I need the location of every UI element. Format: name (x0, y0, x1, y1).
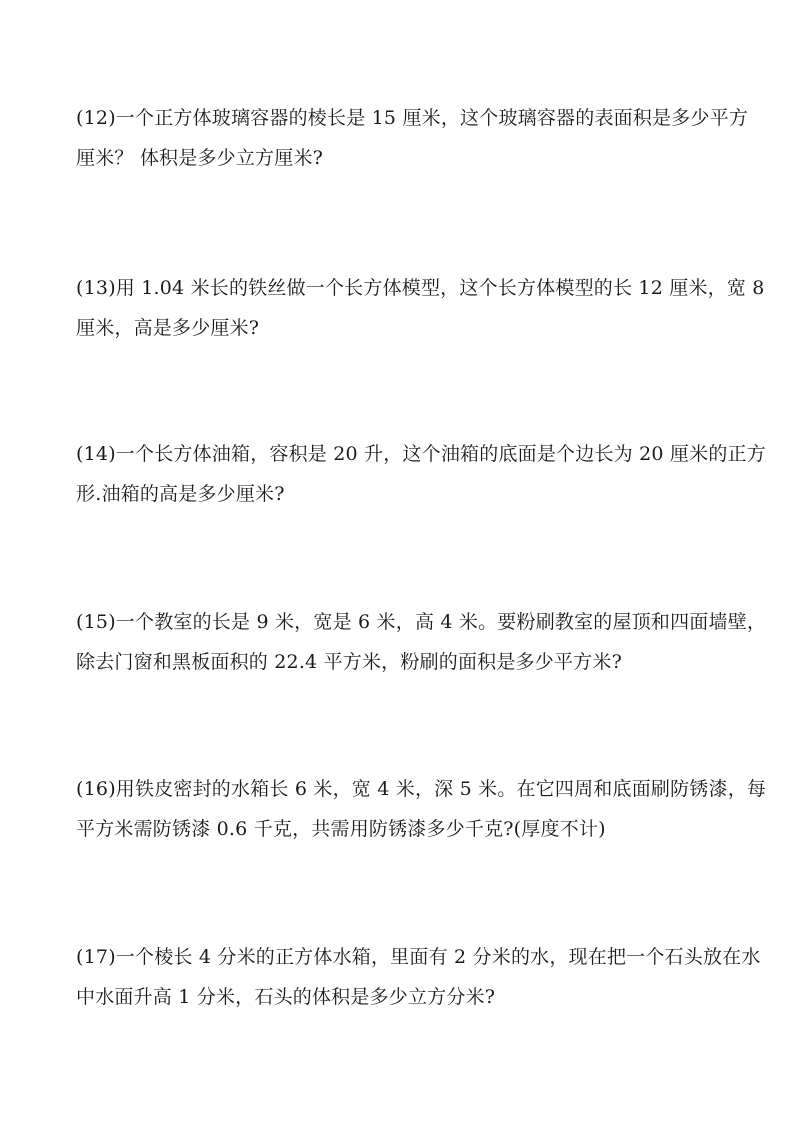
problem-16-line-2: 平方米需防锈漆 0.6 千克，共需用防锈漆多少千克?(厚度不计) (76, 818, 606, 840)
problem-12-line-2: 厘米？ 体积是多少立方厘米? (76, 147, 324, 169)
problem-12 (76, 98, 749, 178)
problem-13-line-1: (13)用 1.04 米长的铁丝做一个长方体模型，这个长方体模型的长 12 厘米，宽 8 (76, 277, 765, 299)
problem-14 (76, 434, 766, 514)
problem-14-line-2: 形.油箱的高是多少厘米? (76, 483, 285, 505)
problem-13-line-2: 厘米，高是多少厘米? (76, 317, 260, 339)
problem-16-line-1: (16)用铁皮密封的水箱长 6 米，宽 4 米，深 5 米。在它四周和底面刷防锈漆，每 (76, 778, 767, 800)
problem-17 (76, 937, 761, 1017)
problem-15-line-2: 除去门窗和黑板面积的 22.4 平方米，粉刷的面积是多少平方米? (76, 651, 622, 673)
problem-13 (76, 268, 765, 348)
problem-15 (76, 602, 767, 682)
problem-17-line-2: 中水面升高 1 分米，石头的体积是多少立方分米? (76, 986, 496, 1008)
problem-15-line-1: (15)一个教室的长是 9 米，宽是 6 米，高 4 米。要粉刷教室的屋顶和四面墙壁， (76, 611, 767, 633)
problem-17-line-1: (17)一个棱长 4 分米的正方体水箱，里面有 2 分米的水，现在把一个石头放在水 (76, 946, 761, 968)
problem-14-line-1: (14)一个长方体油箱，容积是 20 升，这个油箱的底面是个边长为 20 厘米的正方 (76, 443, 766, 465)
problem-16 (76, 769, 767, 849)
problem-12-line-1: (12)一个正方体玻璃容器的棱长是 15 厘米，这个玻璃容器的表面积是多少平方 (76, 107, 749, 129)
